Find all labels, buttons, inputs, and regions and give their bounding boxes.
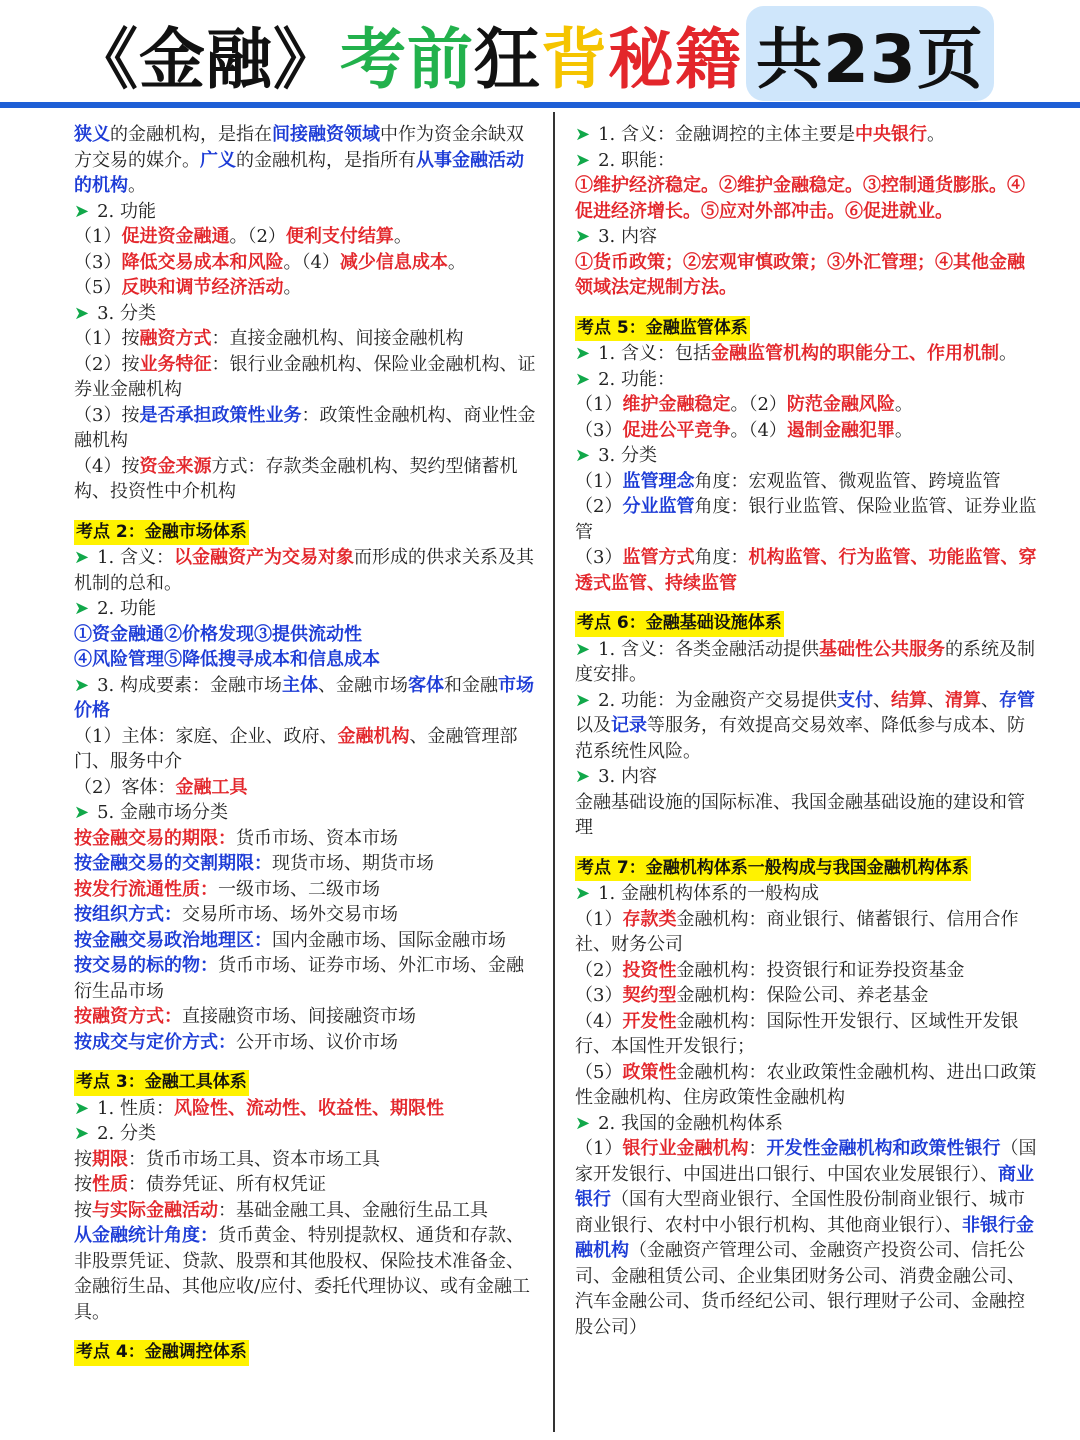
note-text: 1. 含义：金融调控的主体主要是 [598,124,855,145]
highlight-text: 按金融交易的交割期限： [74,853,272,874]
section-heading [74,519,538,546]
note-text: 中作为资金余缺双方交易的媒介。 [74,124,524,171]
note-text: 一级市场、二级市场 [218,878,380,900]
highlight-text: 按金融交易政治地理区： [74,929,272,951]
note-text: 。（4） [283,251,340,273]
title-page-count-badge: 共23页 [746,6,994,101]
note-text: 。 [283,277,302,298]
note-text: ：债券凭证、所有权凭证 [128,1174,326,1195]
note-text: （1）主体：家庭、企业、政府、 [74,725,338,747]
highlight-text: 降低交易成本和风险 [121,251,284,273]
note-line [575,688,1039,765]
note-text: 、金融市场 [318,674,408,696]
note-line [575,790,1039,841]
note-text: （2）客体： [74,776,176,798]
highlight-text: 按交易的标的物： [74,955,218,976]
note-text: （5） [575,1061,623,1083]
arrow-bullet-icon: ➤ [575,149,591,171]
highlight-text: 从金融统计角度： [74,1225,218,1246]
arrow-bullet-icon: ➤ [575,445,591,466]
note-text: （1） [575,1138,623,1159]
note-text: 按 [74,1148,92,1170]
highlight-text: 广义 [200,149,236,171]
note-line [74,775,538,801]
note-line [575,907,1039,958]
section-heading [575,315,1039,342]
highlight-text: 是否承担政策性业务 [139,404,302,426]
highlight-text: ①资金融通②价格发现③提供流动性 [74,623,362,645]
note-line [575,224,1039,250]
highlight-text: 与实际金融活动 [92,1199,218,1221]
note-line [74,250,538,276]
note-text: 。 [128,175,146,196]
note-text: （国有大型商业银行、全国性股份制商业银行、城市商业银行、农村中小银行机构、其他商业银行）、 [575,1189,1025,1236]
note-line [74,1198,538,1224]
note-text: ：货币市场工具、资本市场工具 [128,1148,380,1170]
note-text: 直接融资市场、间接融资市场 [182,1006,416,1027]
highlight-text: 结算 [891,689,927,711]
section-heading-label: 考点 4：金融调控体系 [74,1340,249,1366]
note-text: （3） [74,251,122,273]
note-text: （5） [74,277,122,298]
note-text: （1） [575,394,623,415]
note-text: 公开市场、议价市场 [236,1031,398,1053]
note-line [74,352,538,403]
arrow-bullet-icon: ➤ [575,883,591,904]
note-text: 货币市场、资本市场 [236,827,398,849]
highlight-text: 金融监管机构的职能分工、作用机制 [711,343,999,364]
note-text: 国内金融市场、国际金融市场 [272,929,506,951]
note-text: 按 [74,1199,92,1221]
highlight-text: 维护金融稳定 [622,394,731,415]
highlight-text: 反映和调节经济活动 [121,277,284,298]
highlight-text: 政策性 [622,1061,677,1083]
note-line [74,596,538,622]
arrow-bullet-icon: ➤ [575,638,591,660]
note-line [74,1030,538,1056]
highlight-text: 支付 [837,689,873,711]
highlight-text: 从事金融活动的机构 [74,149,524,196]
highlight-text: 金融工具 [175,776,248,798]
highlight-text: 以金融资产为交易对象 [174,547,354,568]
note-line [74,224,538,250]
highlight-text: 间接融资领域 [272,124,380,145]
note-text: （3） [575,547,623,568]
note-line [575,983,1039,1009]
note-text: 2. 职能： [598,149,675,171]
note-text: 、 [981,689,999,711]
note-text: 2. 分类 [97,1123,156,1144]
highlight-text: 监管理念 [622,470,695,492]
note-line [575,1111,1039,1137]
section-heading [74,1069,538,1096]
note-text: 、金融管理部门、服务中介 [74,725,518,772]
note-text: 1. 含义：各类金融活动提供 [598,638,819,660]
note-text: 货币黄金、特别提款权、通货和存款、非股票凭证、贷款、股票和其他股权、保险技术准备金、金融衍生品、其他应收/应付、委托代理协议、或有金融工具。 [74,1225,531,1323]
note-line [74,1096,538,1122]
arrow-bullet-icon: ➤ [575,124,591,145]
highlight-text: 客体 [408,674,444,696]
note-line [74,545,538,596]
note-text: 金融机构：投资银行和证券投资基金 [676,959,965,981]
note-text: 1. 含义：包括 [598,343,711,364]
note-text: （2） [575,959,623,981]
section-heading-label: 考点 7：金融机构体系一般构成与我国金融机构体系 [575,856,971,882]
highlight-text: 清算 [945,689,981,711]
note-text: （3） [575,419,623,441]
note-text: （4）按 [74,455,140,477]
highlight-text: 基础性公共服务 [819,638,945,660]
note-line [74,301,538,327]
arrow-bullet-icon: ➤ [74,547,90,568]
title-part-exam: 考前 [340,20,474,98]
arrow-bullet-icon: ➤ [74,302,90,324]
note-text: ：银行业金融机构、保险业金融机构、证券业金融机构 [74,353,536,400]
highlight-text: 减少信息成本 [339,251,448,273]
note-text: 的系统及制度安排。 [575,638,1035,685]
note-text: 3. 分类 [598,445,657,466]
highlight-text: ④风险管理⑤降低搜寻成本和信息成本 [74,649,380,670]
note-line [74,122,538,199]
arrow-bullet-icon: ➤ [575,368,591,390]
column-divider [553,112,555,1432]
highlight-text: 开发性 [622,1010,677,1032]
note-line [74,1147,538,1173]
title-part-secret: 秘籍 [608,20,742,98]
highlight-text: 遏制金融犯罪 [786,419,895,441]
note-line [74,724,538,775]
note-text: （4） [575,1010,623,1032]
note-line [74,851,538,877]
highlight-text: 契约型 [622,985,677,1006]
highlight-text: 按组织方式： [74,904,182,925]
note-text: 交易所市场、场外交易市场 [182,904,398,925]
highlight-text: 分业监管 [622,496,695,517]
note-text: （2）按 [74,353,140,375]
highlight-text: 性质 [92,1174,128,1195]
note-line [575,392,1039,418]
note-line [575,173,1039,224]
note-text: 。 [447,251,466,273]
highlight-text: 金融机构 [337,725,410,747]
note-line [74,1172,538,1198]
note-line [575,637,1039,688]
highlight-text: 中央银行 [855,124,927,145]
note-text: 金融机构：农业政策性金融机构、进出口政策性金融机构、住房政策性金融机构 [575,1061,1037,1108]
note-line [575,250,1039,301]
highlight-text: 防范金融风险 [786,394,895,415]
left-column [74,122,538,1366]
note-line [575,958,1039,984]
highlight-text: 投资性 [622,959,677,981]
highlight-text: 银行业金融机构 [622,1138,749,1159]
arrow-bullet-icon: ➤ [575,689,591,711]
highlight-text: 记录 [611,715,647,736]
highlight-text: 按金融交易的期限： [74,827,236,849]
note-text: 角度： [694,547,749,568]
highlight-text: 便利支付结算 [285,226,394,247]
note-text: 。（2） [730,394,787,415]
note-text: 、 [873,689,891,711]
note-line [74,622,538,648]
note-line [575,367,1039,393]
note-text: 。 [894,394,913,415]
highlight-text: 融资方式 [139,328,212,349]
highlight-text: 按发行流通性质： [74,878,218,900]
highlight-text: 资金来源 [139,455,212,477]
note-text: （1）按 [74,328,140,349]
note-line [74,326,538,352]
highlight-text: 开发性金融机构和政策性银行 [766,1138,1001,1159]
note-line [74,673,538,724]
note-line [74,953,538,1004]
note-line [575,341,1039,367]
highlight-text: 机构监管、行为监管、功能监管、穿透式监管、持续监管 [575,547,1037,594]
note-line [575,545,1039,596]
arrow-bullet-icon: ➤ [74,802,90,823]
highlight-text: 业务特征 [139,353,212,375]
section-heading-label: 考点 6：金融基础设施体系 [575,611,784,637]
note-text: 2. 功能 [97,598,156,619]
note-line [74,199,538,225]
note-line [575,469,1039,495]
note-line [74,877,538,903]
note-text: 。 [894,419,913,441]
note-text: 2. 功能： [598,368,675,390]
note-text: 1. 金融机构体系的一般构成 [598,883,819,904]
note-text: （国家开发银行、中国进出口银行、中国农业发展银行）、 [575,1138,1037,1185]
note-line [575,881,1039,907]
note-line [575,1136,1039,1340]
note-text: （3）按 [74,404,140,426]
note-text: 1. 性质： [97,1097,174,1119]
note-text: 。（4） [730,419,787,441]
note-text: 3. 内容 [598,226,657,247]
highlight-text: 存款类 [622,908,677,930]
note-line [74,275,538,301]
highlight-text: ①维护经济稳定。②维护金融稳定。③控制通货膨胀。④促进经济增长。⑤应对外部冲击。⑥促进就业。 [575,175,1025,222]
note-text: 方式：存款类金融机构、契约型储蓄机构、投资性中介机构 [74,455,518,502]
note-line [74,800,538,826]
section-heading [575,610,1039,637]
highlight-text: 市场价格 [74,674,534,721]
note-text: 金融机构：保险公司、养老基金 [676,985,929,1006]
note-line [575,418,1039,444]
arrow-bullet-icon: ➤ [74,674,90,696]
note-text: 。 [927,124,945,145]
note-line [575,443,1039,469]
note-text: 和金融 [444,674,498,696]
highlight-text: 商业银行 [575,1163,1034,1210]
arrow-bullet-icon: ➤ [74,598,90,619]
note-line [575,1009,1039,1060]
note-line [74,826,538,852]
note-text: 金融基础设施的国际标准、我国金融基础设施的建设和管理 [575,791,1025,838]
arrow-bullet-icon: ➤ [74,200,90,222]
note-text: （3） [575,985,623,1006]
section-heading [575,855,1039,882]
arrow-bullet-icon: ➤ [575,226,591,247]
note-line [74,928,538,954]
note-text: 角度：银行业监管、保险业监管、证券业监管 [575,496,1037,543]
note-text: 1. 含义： [97,547,174,568]
note-text: （1） [74,226,122,247]
section-heading-label: 考点 5：金融监管体系 [575,316,750,342]
highlight-text: 风险性、流动性、收益性、期限性 [174,1097,444,1119]
note-text: 的金融机构，是指所有 [236,149,416,171]
note-text: ： [748,1138,767,1159]
note-text: 。 [393,226,412,247]
note-text: 2. 我国的金融机构体系 [598,1112,783,1134]
note-line [575,494,1039,545]
note-line [575,764,1039,790]
highlight-text: 狭义 [74,124,110,145]
note-line [74,647,538,673]
section-heading-label: 考点 2：金融市场体系 [74,520,249,546]
arrow-bullet-icon: ➤ [575,1112,591,1134]
note-text: 而形成的供求关系及其机制的总和。 [74,547,534,594]
note-text: 等服务，有效提高交易效率、降低参与成本、防范系统性风险。 [575,715,1025,762]
note-text: （1） [575,470,623,492]
note-text: 角度：宏观监管、微观监管、跨境监管 [694,470,1001,492]
note-text: 以及 [575,715,611,736]
highlight-text: 非银行金融机构 [575,1214,1034,1261]
title-part-subject: 《金融》 [72,20,340,98]
page-title [72,8,994,98]
right-column [575,122,1039,1340]
note-text: 金融机构：商业银行、储蓄银行、信用合作社、财务公司 [575,908,1019,955]
highlight-text: 促进公平竞争 [622,419,731,441]
note-line [74,1121,538,1147]
highlight-text: 按成交与定价方式： [74,1031,236,1053]
note-line [575,122,1039,148]
note-line [74,1223,538,1325]
highlight-text: 促进资金融通 [121,226,230,247]
note-text: 3. 内容 [598,766,657,787]
note-text: 3. 分类 [97,302,156,324]
arrow-bullet-icon: ➤ [74,1123,90,1144]
header-divider [0,102,1080,108]
note-line [74,1004,538,1030]
title-part-bei: 背 [541,20,608,98]
note-text: 5. 金融市场分类 [97,802,228,823]
note-text: 3. 构成要素：金融市场 [97,674,282,696]
note-text: 。（2） [229,226,286,247]
highlight-text: 存管 [999,689,1035,711]
note-text: （金融资产管理公司、金融资产投资公司、信托公司、金融租赁公司、企业集团财务公司、消费金融公司、汽车金融公司、货币经纪公司、银行理财子公司、金融控股公司） [575,1240,1025,1338]
note-text: ：直接金融机构、间接金融机构 [211,328,464,349]
note-text: 金融机构：国际性开发银行、区域性开发银行、本国性开发银行； [575,1010,1019,1057]
note-text: ：政策性金融机构、商业性金融机构 [74,404,536,451]
highlight-text: 主体 [282,674,318,696]
note-text: （2） [575,496,623,517]
note-text: 。 [999,343,1017,364]
note-text: 2. 功能：为金融资产交易提供 [598,689,837,711]
note-line [74,454,538,505]
note-text: （1） [575,908,623,930]
title-part-kuang: 狂 [474,20,541,98]
note-text: 2. 功能 [97,200,156,222]
highlight-text: 期限 [92,1148,128,1170]
highlight-text: 监管方式 [622,547,695,568]
arrow-bullet-icon: ➤ [575,343,591,364]
note-text: 货币市场、证券市场、外汇市场、金融衍生品市场 [74,955,524,1002]
arrow-bullet-icon: ➤ [575,766,591,787]
note-text: 、 [927,689,945,711]
highlight-text: 按融资方式： [74,1006,182,1027]
note-text: 的金融机构，是指在 [110,124,272,145]
section-heading [74,1339,538,1366]
note-line [575,148,1039,174]
note-text: 现货市场、期货市场 [272,853,434,874]
page-header [0,0,1080,104]
note-line [74,403,538,454]
note-line [575,1060,1039,1111]
highlight-text: ①货币政策；②宏观审慎政策；③外汇管理；④其他金融领域法定规制方法。 [575,251,1025,298]
arrow-bullet-icon: ➤ [74,1097,90,1119]
note-line [74,902,538,928]
note-text: ：基础金融工具、金融衍生品工具 [218,1199,488,1221]
note-text: 按 [74,1174,92,1195]
section-heading-label: 考点 3：金融工具体系 [74,1070,249,1096]
